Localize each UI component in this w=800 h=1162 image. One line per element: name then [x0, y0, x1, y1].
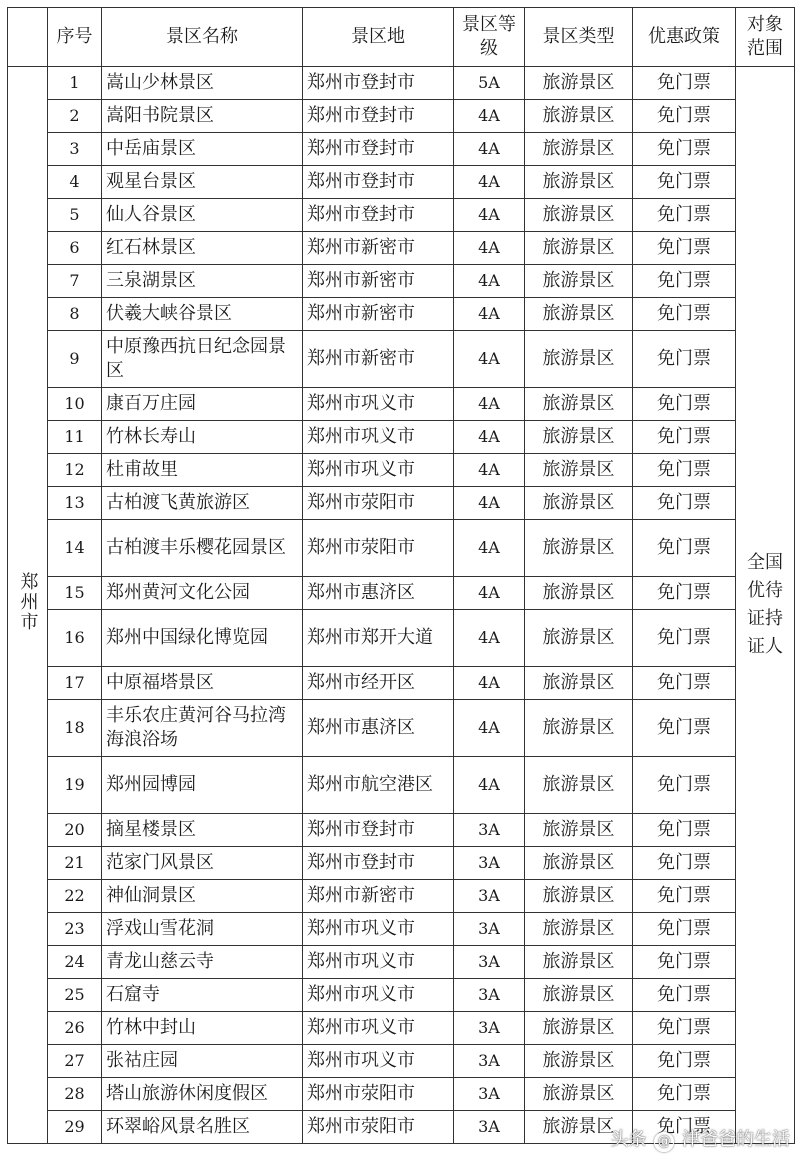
cell-name: 环翠峪风景名胜区 [102, 1111, 303, 1144]
cell-name: 康百万庄园 [102, 388, 303, 421]
cell-type: 旅游景区 [525, 1045, 633, 1078]
cell-name: 三泉湖景区 [102, 265, 303, 298]
cell-num: 2 [48, 100, 102, 133]
cell-type: 旅游景区 [525, 265, 633, 298]
table-row [8, 487, 795, 520]
cell-level: 3A [454, 913, 525, 946]
cell-name: 古柏渡丰乐樱花园景区 [102, 520, 303, 577]
cell-level: 3A [454, 880, 525, 913]
cell-num: 15 [48, 577, 102, 610]
table-row [8, 667, 795, 700]
cell-place: 郑州市登封市 [303, 814, 454, 847]
cell-level: 4A [454, 265, 525, 298]
cell-policy: 免门票 [633, 577, 736, 610]
table-row [8, 946, 795, 979]
cell-place: 郑州市登封市 [303, 133, 454, 166]
cell-type: 旅游景区 [525, 232, 633, 265]
table-header-row [8, 8, 795, 67]
cell-type: 旅游景区 [525, 814, 633, 847]
cell-num: 1 [48, 67, 102, 100]
header-type: 景区类型 [525, 8, 633, 67]
cell-level: 3A [454, 1045, 525, 1078]
cell-type: 旅游景区 [525, 979, 633, 1012]
cell-level: 4A [454, 388, 525, 421]
cell-policy: 免门票 [633, 454, 736, 487]
cell-num: 14 [48, 520, 102, 577]
cell-policy: 免门票 [633, 667, 736, 700]
cell-policy: 免门票 [633, 1078, 736, 1111]
cell-num: 9 [48, 331, 102, 388]
cell-name: 塔山旅游休闲度假区 [102, 1078, 303, 1111]
header-place: 景区地 [303, 8, 454, 67]
cell-name: 伏羲大峡谷景区 [102, 298, 303, 331]
cell-type: 旅游景区 [525, 946, 633, 979]
cell-policy: 免门票 [633, 100, 736, 133]
table-row [8, 199, 795, 232]
cell-place: 郑州市经开区 [303, 667, 454, 700]
table-row [8, 1012, 795, 1045]
cell-level: 4A [454, 133, 525, 166]
cell-type: 旅游景区 [525, 847, 633, 880]
table-row [8, 67, 795, 100]
cell-num: 11 [48, 421, 102, 454]
cell-num: 10 [48, 388, 102, 421]
cell-policy: 免门票 [633, 979, 736, 1012]
table-row [8, 757, 795, 814]
table-row [8, 298, 795, 331]
cell-type: 旅游景区 [525, 577, 633, 610]
cell-policy: 免门票 [633, 67, 736, 100]
cell-level: 4A [454, 232, 525, 265]
cell-name: 张祜庄园 [102, 1045, 303, 1078]
cell-name: 竹林长寿山 [102, 421, 303, 454]
cell-policy: 免门票 [633, 388, 736, 421]
cell-num: 17 [48, 667, 102, 700]
cell-policy: 免门票 [633, 700, 736, 757]
cell-num: 6 [48, 232, 102, 265]
watermark-prefix: 头条 [610, 1129, 647, 1150]
cell-policy: 免门票 [633, 520, 736, 577]
table-row [8, 421, 795, 454]
cell-level: 4A [454, 487, 525, 520]
cell-level: 4A [454, 610, 525, 667]
cell-place: 郑州市荥阳市 [303, 487, 454, 520]
cell-type: 旅游景区 [525, 454, 633, 487]
cell-place: 郑州市惠济区 [303, 577, 454, 610]
cell-num: 21 [48, 847, 102, 880]
cell-type: 旅游景区 [525, 520, 633, 577]
cell-type: 旅游景区 [525, 67, 633, 100]
cell-place: 郑州市新密市 [303, 298, 454, 331]
cell-place: 郑州市巩义市 [303, 979, 454, 1012]
cell-name: 青龙山慈云寺 [102, 946, 303, 979]
table-row [8, 814, 795, 847]
cell-place: 郑州市登封市 [303, 166, 454, 199]
cell-policy: 免门票 [633, 265, 736, 298]
cell-name: 古柏渡飞黄旅游区 [102, 487, 303, 520]
at-icon: @ [654, 1132, 674, 1152]
cell-place: 郑州市巩义市 [303, 913, 454, 946]
cell-place: 郑州市巩义市 [303, 1045, 454, 1078]
cell-name: 郑州中国绿化博览园 [102, 610, 303, 667]
cell-num: 20 [48, 814, 102, 847]
table-row [8, 265, 795, 298]
cell-place: 郑州市新密市 [303, 265, 454, 298]
cell-level: 3A [454, 1111, 525, 1144]
table-row [8, 232, 795, 265]
cell-level: 4A [454, 421, 525, 454]
cell-name: 仙人谷景区 [102, 199, 303, 232]
cell-num: 27 [48, 1045, 102, 1078]
cell-place: 郑州市巩义市 [303, 454, 454, 487]
header-scope: 对象范围 [736, 8, 795, 67]
cell-place: 郑州市登封市 [303, 199, 454, 232]
cell-place: 郑州市登封市 [303, 847, 454, 880]
scenic-spots-table [7, 7, 795, 1144]
cell-level: 4A [454, 331, 525, 388]
cell-num: 26 [48, 1012, 102, 1045]
cell-num: 8 [48, 298, 102, 331]
cell-type: 旅游景区 [525, 757, 633, 814]
cell-num: 23 [48, 913, 102, 946]
table-row [8, 610, 795, 667]
table-row [8, 388, 795, 421]
cell-place: 郑州市航空港区 [303, 757, 454, 814]
cell-type: 旅游景区 [525, 331, 633, 388]
cell-place: 郑州市巩义市 [303, 421, 454, 454]
cell-type: 旅游景区 [525, 421, 633, 454]
cell-policy: 免门票 [633, 166, 736, 199]
cell-policy: 免门票 [633, 913, 736, 946]
cell-level: 4A [454, 100, 525, 133]
cell-place: 郑州市新密市 [303, 880, 454, 913]
table-row [8, 454, 795, 487]
cell-name: 郑州黄河文化公园 [102, 577, 303, 610]
cell-policy: 免门票 [633, 847, 736, 880]
cell-policy: 免门票 [633, 421, 736, 454]
cell-policy: 免门票 [633, 1111, 736, 1144]
cell-place: 郑州市新密市 [303, 331, 454, 388]
cell-level: 4A [454, 520, 525, 577]
cell-name: 中原福塔景区 [102, 667, 303, 700]
cell-name: 神仙洞景区 [102, 880, 303, 913]
table-row [8, 700, 795, 757]
cell-num: 24 [48, 946, 102, 979]
cell-place: 郑州市巩义市 [303, 1012, 454, 1045]
cell-place: 郑州市巩义市 [303, 946, 454, 979]
cell-place: 郑州市新密市 [303, 232, 454, 265]
cell-num: 28 [48, 1078, 102, 1111]
cell-name: 嵩山少林景区 [102, 67, 303, 100]
cell-level: 4A [454, 667, 525, 700]
table-row [8, 847, 795, 880]
table-row [8, 577, 795, 610]
cell-level: 4A [454, 298, 525, 331]
cell-name: 摘星楼景区 [102, 814, 303, 847]
cell-name: 竹林中封山 [102, 1012, 303, 1045]
cell-num: 7 [48, 265, 102, 298]
cell-type: 旅游景区 [525, 610, 633, 667]
cell-name: 石窟寺 [102, 979, 303, 1012]
table-row [8, 1078, 795, 1111]
cell-name: 观星台景区 [102, 166, 303, 199]
table-row [8, 133, 795, 166]
cell-name: 嵩阳书院景区 [102, 100, 303, 133]
cell-level: 4A [454, 700, 525, 757]
table-row [8, 913, 795, 946]
cell-policy: 免门票 [633, 1045, 736, 1078]
city-cell [8, 67, 48, 1144]
header-num: 序号 [48, 8, 102, 67]
cell-type: 旅游景区 [525, 1111, 633, 1144]
cell-type: 旅游景区 [525, 487, 633, 520]
cell-num: 4 [48, 166, 102, 199]
cell-num: 19 [48, 757, 102, 814]
header-name: 景区名称 [102, 8, 303, 67]
cell-num: 5 [48, 199, 102, 232]
cell-type: 旅游景区 [525, 388, 633, 421]
cell-policy: 免门票 [633, 757, 736, 814]
cell-num: 25 [48, 979, 102, 1012]
header-policy: 优惠政策 [633, 8, 736, 67]
cell-level: 5A [454, 67, 525, 100]
cell-place: 郑州市登封市 [303, 67, 454, 100]
cell-level: 3A [454, 814, 525, 847]
cell-policy: 免门票 [633, 331, 736, 388]
table-row [8, 979, 795, 1012]
cell-level: 3A [454, 946, 525, 979]
cell-policy: 免门票 [633, 1012, 736, 1045]
table-row [8, 520, 795, 577]
cell-type: 旅游景区 [525, 667, 633, 700]
cell-level: 4A [454, 199, 525, 232]
cell-type: 旅游景区 [525, 913, 633, 946]
cell-name: 红石林景区 [102, 232, 303, 265]
watermark [611, 1125, 790, 1152]
cell-policy: 免门票 [633, 232, 736, 265]
cell-level: 3A [454, 847, 525, 880]
header-level: 景区等级 [454, 8, 525, 67]
cell-place: 郑州市惠济区 [303, 700, 454, 757]
table-row [8, 331, 795, 388]
cell-type: 旅游景区 [525, 100, 633, 133]
cell-place: 郑州市荥阳市 [303, 520, 454, 577]
cell-type: 旅游景区 [525, 1012, 633, 1045]
cell-policy: 免门票 [633, 880, 736, 913]
cell-type: 旅游景区 [525, 133, 633, 166]
table-row [8, 880, 795, 913]
cell-num: 18 [48, 700, 102, 757]
cell-type: 旅游景区 [525, 166, 633, 199]
cell-type: 旅游景区 [525, 1078, 633, 1111]
cell-level: 3A [454, 1078, 525, 1111]
cell-policy: 免门票 [633, 298, 736, 331]
cell-policy: 免门票 [633, 199, 736, 232]
cell-name: 中岳庙景区 [102, 133, 303, 166]
cell-name: 浮戏山雪花洞 [102, 913, 303, 946]
scope-cell: 全国优待证持证人 [736, 67, 795, 1144]
cell-level: 3A [454, 979, 525, 1012]
cell-num: 29 [48, 1111, 102, 1144]
cell-policy: 免门票 [633, 814, 736, 847]
cell-place: 郑州市荥阳市 [303, 1111, 454, 1144]
cell-type: 旅游景区 [525, 880, 633, 913]
cell-place: 郑州市荥阳市 [303, 1078, 454, 1111]
cell-name: 杜甫故里 [102, 454, 303, 487]
cell-policy: 免门票 [633, 610, 736, 667]
cell-level: 4A [454, 577, 525, 610]
cell-policy: 免门票 [633, 946, 736, 979]
cell-level: 4A [454, 757, 525, 814]
cell-place: 郑州市登封市 [303, 100, 454, 133]
cell-level: 4A [454, 454, 525, 487]
cell-level: 4A [454, 166, 525, 199]
cell-num: 16 [48, 610, 102, 667]
cell-policy: 免门票 [633, 487, 736, 520]
watermark-author: 津爸爸的生活 [682, 1129, 790, 1150]
cell-num: 22 [48, 880, 102, 913]
cell-policy: 免门票 [633, 133, 736, 166]
cell-name: 范家门风景区 [102, 847, 303, 880]
cell-type: 旅游景区 [525, 199, 633, 232]
table-row [8, 100, 795, 133]
cell-type: 旅游景区 [525, 700, 633, 757]
cell-name: 丰乐农庄黄河谷马拉湾海浪浴场 [102, 700, 303, 757]
cell-name: 郑州园博园 [102, 757, 303, 814]
cell-type: 旅游景区 [525, 298, 633, 331]
table-row [8, 1045, 795, 1078]
cell-num: 12 [48, 454, 102, 487]
cell-name: 中原豫西抗日纪念园景区 [102, 331, 303, 388]
header-city [8, 8, 48, 67]
cell-level: 3A [454, 1012, 525, 1045]
city-label: 郑州市 [17, 571, 39, 632]
cell-place: 郑州市郑开大道 [303, 610, 454, 667]
cell-place: 郑州市巩义市 [303, 388, 454, 421]
cell-num: 13 [48, 487, 102, 520]
cell-num: 3 [48, 133, 102, 166]
table-row [8, 166, 795, 199]
